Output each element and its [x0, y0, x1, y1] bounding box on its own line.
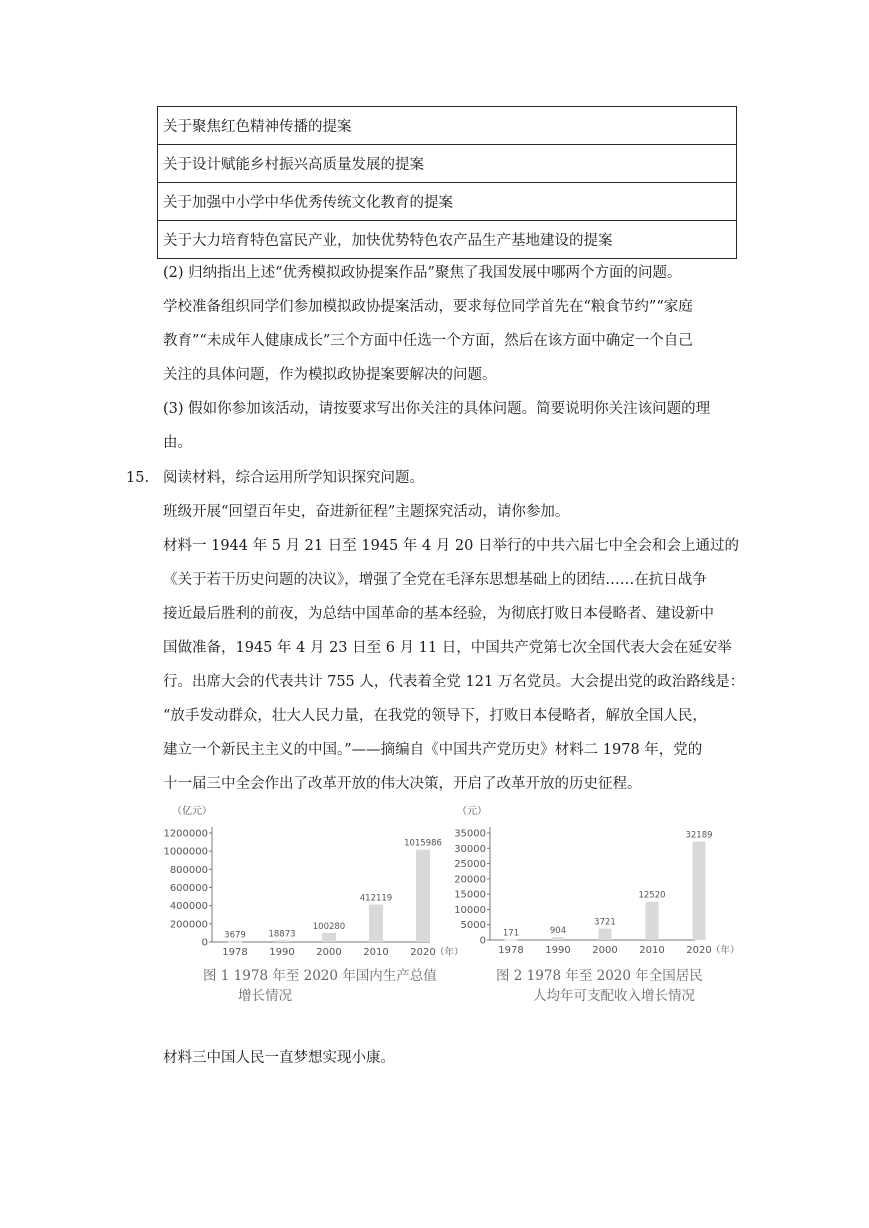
bar [369, 905, 383, 942]
data-label: 100280 [312, 921, 346, 932]
table-cell: 关于聚焦红色精神传播的提案 [158, 107, 737, 145]
x-tick-label: 2020 [410, 947, 436, 958]
x-tick-label: 2000 [592, 945, 618, 956]
y-tick-label: 20000 [454, 874, 486, 886]
material-line: “放手发动群众，壮大人民力量，在我党的领导下，打败日本侵略者，解放全国人民， [163, 708, 707, 724]
paragraph-line: 关注的具体问题，作为模拟政协提案要解决的问题。 [163, 367, 497, 383]
bar [416, 850, 430, 942]
income-chart [445, 800, 745, 970]
data-label: 18873 [268, 929, 296, 940]
data-label: 171 [502, 928, 520, 939]
data-label: 3679 [224, 930, 246, 941]
table-row [158, 145, 737, 183]
x-tick-label: 2000 [316, 947, 342, 958]
bar [505, 939, 518, 940]
question-14-3: (3) 假如你参加该活动，请按要求写出你关注的具体问题。简要说明你关注该问题的理 [163, 401, 711, 417]
table-row [158, 221, 737, 259]
table-row [158, 107, 737, 145]
bar [228, 942, 242, 943]
proposal-table [157, 106, 737, 259]
bar [552, 937, 565, 940]
bar [322, 933, 336, 942]
data-label: 12520 [638, 890, 666, 901]
question-number: 15. [126, 470, 150, 486]
chart-caption: 人均年可支配收入增长情况 [533, 988, 695, 1004]
material-line: 接近最后胜利的前夜，为总结中国革命的基本经验，为彻底打败日本侵略者、建设新中 [163, 606, 714, 622]
material-line: 十一届三中全会作出了改革开放的伟大决策，开启了改革开放的历史征程。 [163, 776, 642, 792]
material-line: 行。出席大会的代表共计 755 人，代表着全党 121 万名党员。大会提出党的政治路线是： [163, 674, 745, 690]
y-axis-unit-label: （元） [457, 806, 487, 817]
x-tick-label: 1990 [269, 947, 295, 958]
x-axis-unit-label: （年） [711, 945, 740, 956]
y-tick-label: 15000 [454, 889, 486, 901]
y-tick-label: 1000000 [163, 846, 208, 858]
y-axis-unit-label: （亿元） [172, 806, 212, 817]
data-label: 3721 [594, 917, 616, 928]
y-tick-label: 0 [201, 937, 208, 949]
gdp-chart [160, 800, 480, 970]
data-label: 1015986 [404, 838, 442, 849]
y-tick-label: 1200000 [163, 828, 208, 840]
y-tick-label: 800000 [169, 864, 208, 876]
bar [693, 842, 706, 940]
paragraph-line: 由。 [163, 435, 192, 451]
chart-caption: 图 1 1978 年至 2020 年国内生产总值 [203, 968, 437, 984]
data-label: 412119 [359, 893, 393, 904]
chart-caption: 图 2 1978 年至 2020 年全国居民 [496, 968, 703, 984]
question-14-2: (2) 归纳指出上述“优秀模拟政协提案作品”聚焦了我国发展中哪两个方面的问题。 [163, 265, 682, 281]
y-tick-label: 30000 [454, 843, 486, 855]
bar [646, 902, 659, 940]
data-label: 904 [549, 926, 567, 937]
x-tick-label: 1978 [222, 947, 248, 958]
data-label: 32189 [685, 830, 713, 841]
y-tick-label: 25000 [454, 859, 486, 871]
y-tick-label: 400000 [169, 901, 208, 913]
x-axis-unit-label: （年） [435, 947, 464, 958]
bar [599, 929, 612, 940]
material-line: 国做准备，1945 年 4 月 23 日至 6 月 11 日，中国共产党第七次全国代表大会在延安举 [163, 640, 732, 656]
y-tick-label: 35000 [454, 828, 486, 840]
paragraph-line: 学校准备组织同学们参加模拟政协提案活动，要求每位同学首先在“粮食节约”“家庭 [163, 299, 693, 315]
paragraph-line: 班级开展“回望百年史，奋进新征程”主题探究活动，请你参加。 [163, 504, 570, 520]
bar [275, 940, 289, 942]
y-tick-label: 0 [479, 935, 486, 947]
y-tick-label: 10000 [454, 904, 486, 916]
material-line: 建立一个新民主主义的中国。”——摘编自《中国共产党历史》材料二 1978 年，党的 [163, 742, 703, 758]
table-cell: 关于加强中小学中华优秀传统文化教育的提案 [158, 183, 737, 221]
material-line: 《关于若干历史问题的决议》，增强了全党在毛泽东思想基础上的团结……在抗日战争 [163, 572, 707, 588]
material-3-line: 材料三中国人民一直梦想实现小康。 [163, 1050, 395, 1066]
x-tick-label: 2020 [686, 945, 712, 956]
question-15-title: 阅读材料，综合运用所学知识探究问题。 [163, 470, 424, 486]
chart-caption: 增长情况 [238, 988, 292, 1004]
x-tick-label: 1978 [498, 945, 524, 956]
y-tick-label: 5000 [460, 920, 486, 932]
x-tick-label: 2010 [639, 945, 665, 956]
y-tick-label: 200000 [169, 919, 208, 931]
x-tick-label: 1990 [545, 945, 571, 956]
material-line: 材料一 1944 年 5 月 21 日至 1945 年 4 月 20 日举行的中共六届七中全会和会上通过的 [163, 538, 739, 554]
table-cell: 关于大力培育特色富民产业，加快优势特色农产品生产基地建设的提案 [158, 221, 737, 259]
y-tick-label: 600000 [169, 883, 208, 894]
x-tick-label: 2010 [363, 947, 389, 958]
table-cell: 关于设计赋能乡村振兴高质量发展的提案 [158, 145, 737, 183]
paragraph-line: 教育”“未成年人健康成长”三个方面中任选一个方面，然后在该方面中确定一个自己 [163, 333, 693, 349]
table-row [158, 183, 737, 221]
